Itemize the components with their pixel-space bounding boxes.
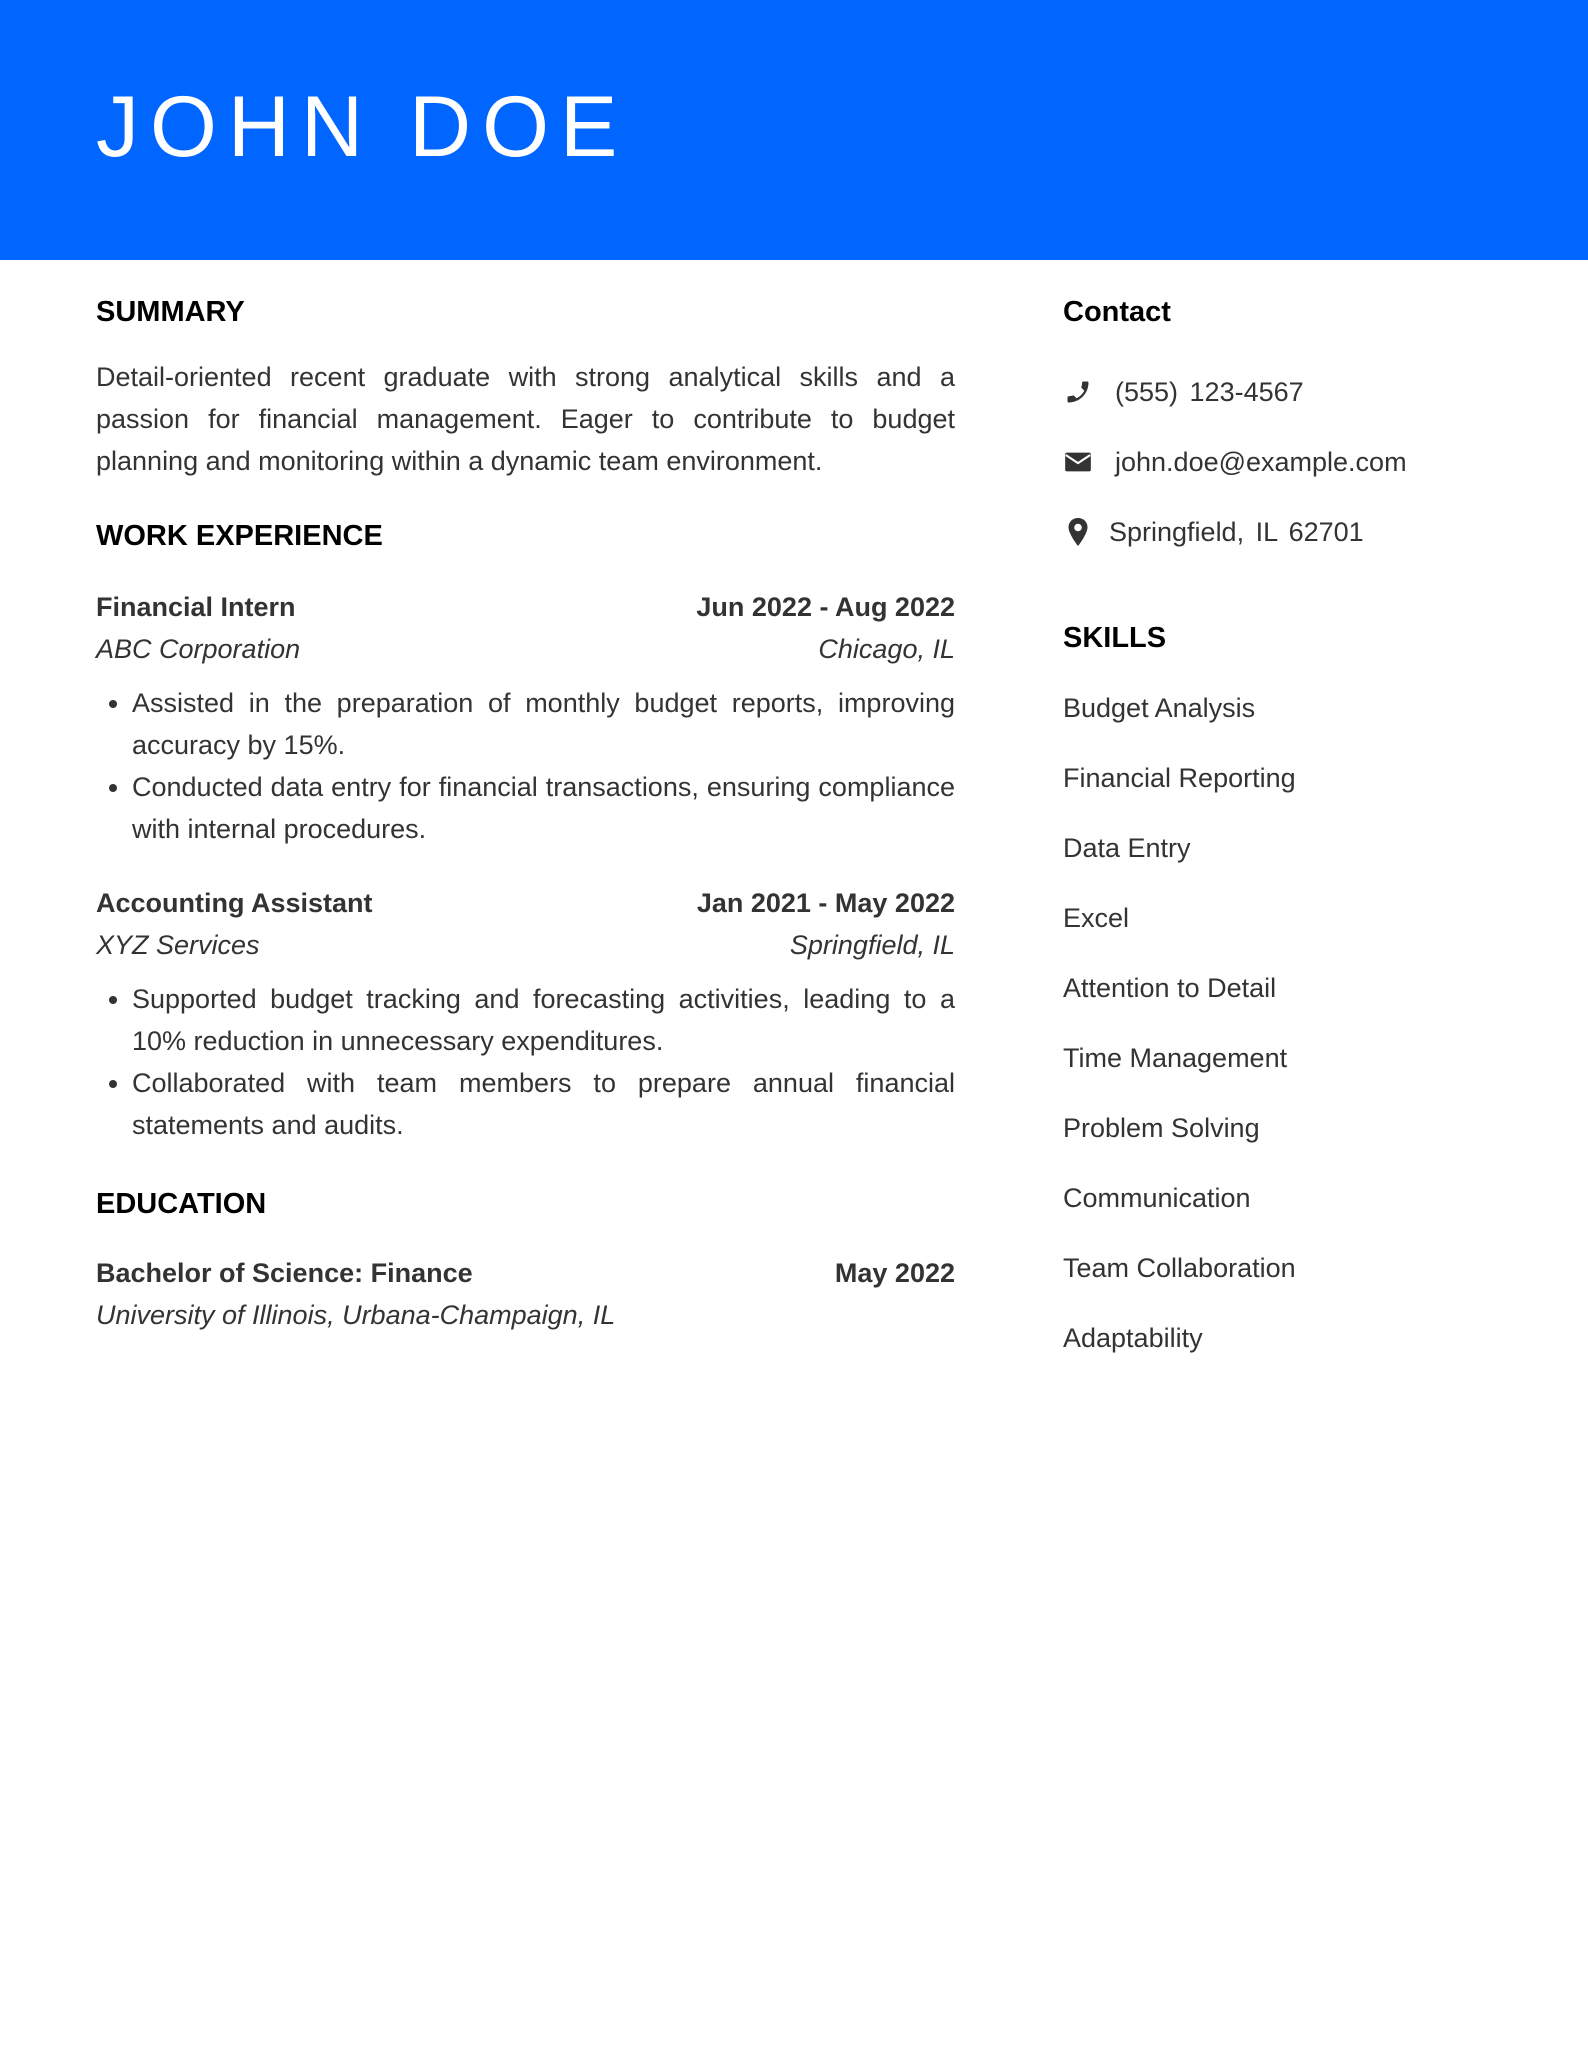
- job-role: Accounting Assistant: [96, 888, 373, 918]
- map-marker-icon: [1063, 517, 1093, 547]
- skills-list: [1063, 688, 1543, 1358]
- envelope-icon: [1063, 447, 1093, 477]
- contact-phone: [1063, 372, 1543, 412]
- skill-item: Team Collaboration: [1063, 1253, 1296, 1283]
- job-entry: [96, 882, 955, 1146]
- skill-item: Time Management: [1063, 1043, 1288, 1073]
- work-experience-title: WORK EXPERIENCE: [96, 520, 383, 552]
- skill-item: Adaptability: [1063, 1323, 1203, 1353]
- education-section: [96, 1184, 955, 1336]
- job-company-row: [96, 628, 955, 670]
- skills-section: [1063, 618, 1543, 1358]
- job-role: Financial Intern: [96, 592, 296, 622]
- education-title: EDUCATION: [96, 1188, 267, 1220]
- job-entry: [96, 586, 955, 850]
- job-bullets: [96, 682, 955, 850]
- contact-title: Contact: [1063, 296, 1171, 328]
- skill-item: Problem Solving: [1063, 1113, 1260, 1143]
- skills-title: SKILLS: [1063, 622, 1167, 654]
- job-location: Springfield, IL: [789, 930, 955, 960]
- job-bullet: • Collaborated with team members to prepare annual financial statements and audits.: [132, 1062, 955, 1146]
- main-column: [96, 292, 955, 1336]
- skill-item: Data Entry: [1063, 833, 1191, 863]
- work-experience-section: [96, 516, 955, 1146]
- skill-item: Communication: [1063, 1183, 1251, 1213]
- education-school: University of Illinois, Urbana-Champaign, IL: [96, 1300, 616, 1330]
- contact-location-text: Springfield, IL 62701: [1109, 517, 1364, 547]
- job-header-row: [96, 586, 955, 628]
- skill-item: Financial Reporting: [1063, 763, 1296, 793]
- job-dates: Jan 2021 - May 2022: [696, 888, 955, 918]
- candidate-name: JOHN DOE: [96, 79, 629, 175]
- job-bullet: • Supported budget tracking and forecasting activities, leading to a 10% reduction in unnecessary expenditures.: [132, 978, 955, 1062]
- skill-item: Budget Analysis: [1063, 693, 1256, 723]
- job-dates: Jun 2022 - Aug 2022: [696, 592, 955, 622]
- education-school-row: [96, 1294, 955, 1336]
- contact-section: [1063, 292, 1543, 552]
- contact-phone-text[interactable]: (555) 123-4567: [1115, 377, 1304, 407]
- skill-item: Excel: [1063, 903, 1130, 933]
- phone-icon: [1063, 377, 1093, 407]
- education-degree: Bachelor of Science: Finance: [96, 1258, 473, 1288]
- job-company: XYZ Services: [96, 930, 260, 960]
- job-company: ABC Corporation: [96, 634, 301, 664]
- skill-item: Attention to Detail: [1063, 973, 1277, 1003]
- summary-section: [96, 292, 955, 482]
- education-date: May 2022: [834, 1258, 955, 1288]
- contact-location: [1063, 512, 1543, 552]
- job-bullets: [96, 978, 955, 1146]
- job-bullet: • Assisted in the preparation of monthly budget reports, improving accuracy by 15%.: [132, 682, 955, 766]
- summary-text: Detail-oriented recent graduate with strong analytical skills and a passion for financial management. Eager to contribute to budget planning and monitoring within a dynamic team environment.: [96, 362, 955, 476]
- education-header-row: [96, 1252, 955, 1294]
- contact-email: [1063, 442, 1543, 482]
- job-bullet: • Conducted data entry for financial transactions, ensuring compliance with internal procedures.: [132, 766, 955, 850]
- job-company-row: [96, 924, 955, 966]
- job-header-row: [96, 882, 955, 924]
- sidebar-column: [1063, 292, 1543, 1358]
- header-banner: [0, 0, 1588, 260]
- summary-title: SUMMARY: [96, 296, 245, 328]
- education-entry: [96, 1252, 955, 1336]
- contact-email-text[interactable]: john.doe@example.com: [1115, 447, 1407, 477]
- job-location: Chicago, IL: [818, 634, 955, 664]
